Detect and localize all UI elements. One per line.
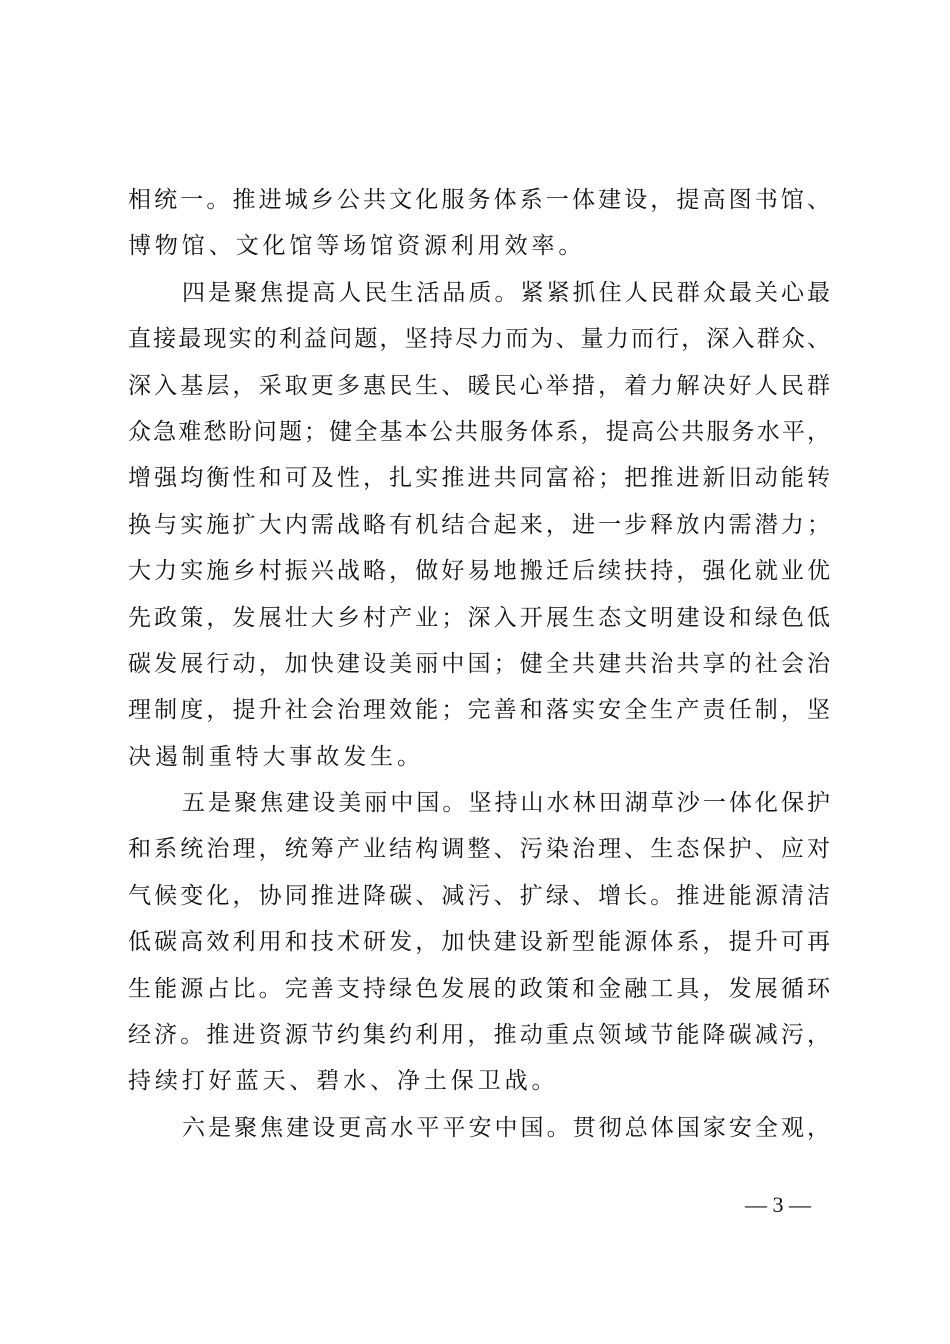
- paragraph-continuation: [128, 177, 830, 270]
- text-line: 直接最现实的利益问题，坚持尽力而为、量力而行，深入群众、: [128, 326, 830, 353]
- text-line: 和系统治理，统筹产业结构调整、污染治理、生态保护、应对: [128, 836, 830, 863]
- text-line: 换与实施扩大内需战略有机结合起来，进一步释放内需潜力；: [128, 511, 830, 538]
- text-line: 大力实施乡村振兴战略，做好易地搬迁后续扶持，强化就业优: [128, 558, 830, 585]
- text-line: 气候变化，协同推进降碳、减污、扩绿、增长。推进能源清洁: [128, 882, 830, 909]
- text-line: 博物馆、文化馆等场馆资源利用效率。: [128, 233, 586, 260]
- text-line: 决遏制重特大事故发生。: [128, 743, 424, 770]
- text-line: 深入基层，采取更多惠民生、暖民心举措，着力解决好人民群: [128, 372, 830, 399]
- text-line: 持续打好蓝天、碧水、净土保卫战。: [128, 1068, 559, 1095]
- paragraph-four-quality-of-life: [128, 270, 830, 780]
- paragraph-heading-line: 四是聚焦提高人民生活品质。紧紧抓住人民群众最关心最: [182, 279, 830, 306]
- paragraph-heading-line: 六是聚焦建设更高水平平安中国。贯彻总体国家安全观，: [182, 1114, 830, 1141]
- text-line: 先政策，发展壮大乡村产业；深入开展生态文明建设和绿色低: [128, 604, 830, 631]
- text-line: 相统一。推进城乡公共文化服务体系一体建设，提高图书馆、: [128, 187, 830, 213]
- paragraph-heading-line: 五是聚焦建设美丽中国。坚持山水林田湖草沙一体化保护: [182, 790, 830, 817]
- text-line: 生能源占比。完善支持绿色发展的政策和金融工具，发展循环: [128, 975, 830, 1002]
- text-line: 众急难愁盼问题；健全基本公共服务体系，提高公共服务水平，: [128, 418, 830, 445]
- text-line: 理制度，提升社会治理效能；完善和落实安全生产责任制，坚: [128, 697, 830, 724]
- paragraph-six-safe-china: [128, 1105, 830, 1151]
- text-line: 经济。推进资源节约集约利用，推动重点领域节能降碳减污，: [128, 1022, 830, 1049]
- text-line: 碳发展行动，加快建设美丽中国；健全共建共治共享的社会治: [128, 650, 830, 677]
- body-text: [128, 177, 830, 1151]
- paragraph-five-beautiful-china: [128, 780, 830, 1105]
- page-number: — 3 —: [745, 1192, 811, 1217]
- text-line: 增强均衡性和可及性，扎实推进共同富裕；把推进新旧动能转: [128, 465, 830, 492]
- text-line: 低碳高效利用和技术研发，加快建设新型能源体系，提升可再: [128, 929, 830, 956]
